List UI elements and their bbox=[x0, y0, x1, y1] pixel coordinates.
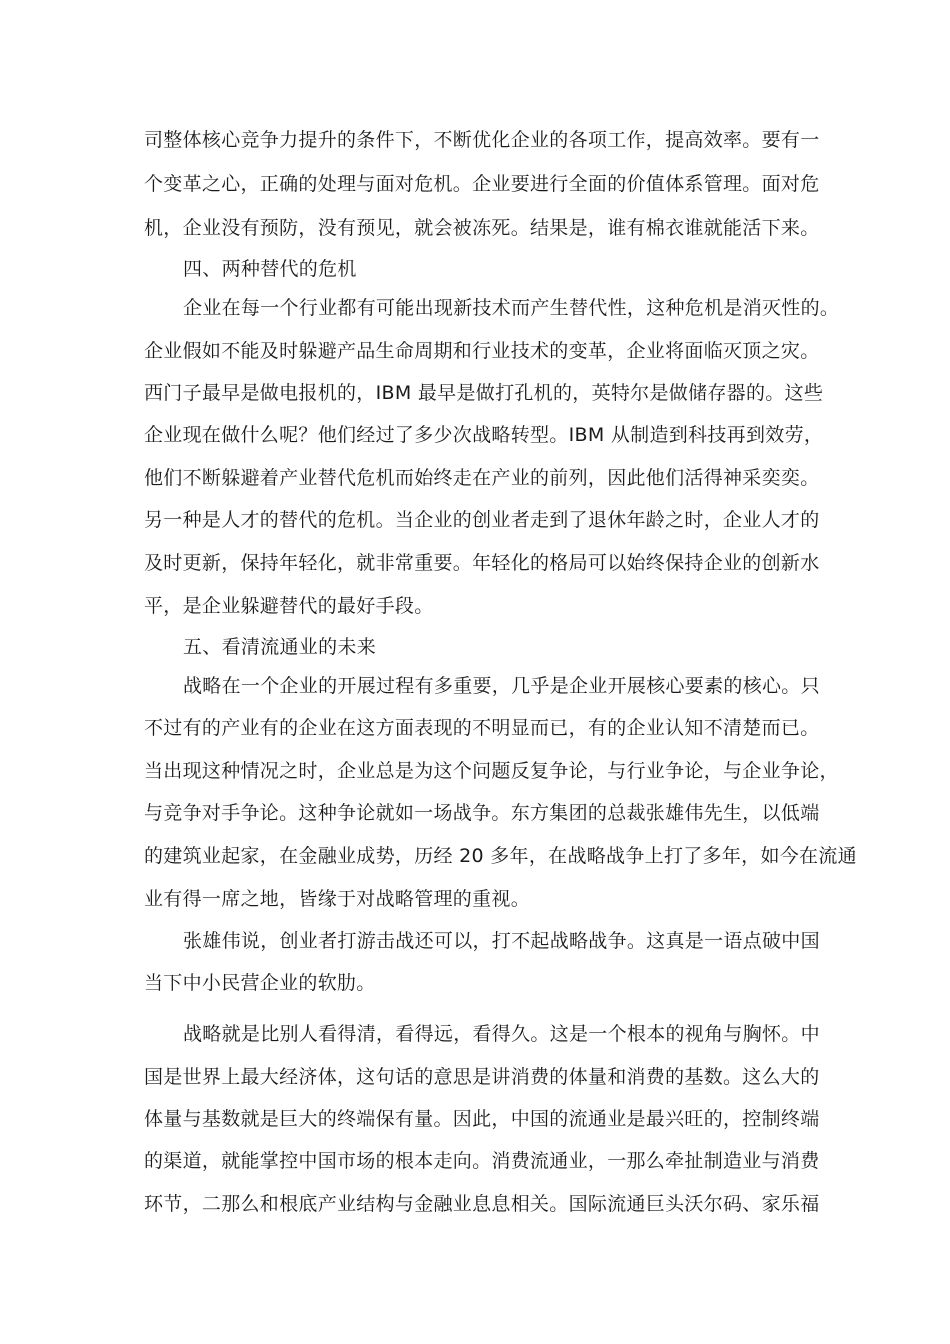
section-heading: 四、两种替代的危机 bbox=[183, 258, 357, 280]
text-line: 及时更新，保持年轻化，就非常重要。年轻化的格局可以始终保持企业的创新水 bbox=[144, 552, 820, 574]
text-line: 当出现这种情况之时，企业总是为这个问题反复争论，与行业争论，与企业争论， bbox=[144, 760, 839, 782]
text-line: 不过有的产业有的企业在这方面表现的不明显而已，有的企业认知不清楚而已。 bbox=[144, 717, 820, 739]
text-line: 机，企业没有预防，没有预见，就会被冻死。结果是，谁有棉衣谁就能活下来。 bbox=[144, 217, 820, 239]
text-line: 平，是企业躲避替代的最好手段。 bbox=[144, 595, 434, 617]
text-line: 与竞争对手争论。这种争论就如一场战争。东方集团的总裁张雄伟先生，以低端 bbox=[144, 802, 820, 824]
text-line: 战略就是比别人看得清，看得远，看得久。这是一个根本的视角与胸怀。中 bbox=[183, 1023, 820, 1045]
text-line: 司整体核心竞争力提升的条件下，不断优化企业的各项工作，提高效率。要有一 bbox=[144, 129, 820, 151]
text-line: 环节，二那么和根底产业结构与金融业息息相关。国际流通巨头沃尔码、家乐福 bbox=[144, 1193, 820, 1215]
text-line: 企业现在做什么呢？他们经过了多少次战略转型。IBM 从制造到科技再到效劳， bbox=[144, 424, 824, 446]
text-line: 他们不断躲避着产业替代危机而始终走在产业的前列，因此他们活得神采奕奕。 bbox=[144, 467, 820, 489]
text-line: 企业假如不能及时躲避产品生命周期和行业技术的变革，企业将面临灭顶之灾。 bbox=[144, 340, 820, 362]
text-line: 张雄伟说，创业者打游击战还可以，打不起战略战争。这真是一语点破中国 bbox=[183, 930, 820, 952]
text-line: 体量与基数就是巨大的终端保有量。因此，中国的流通业是最兴旺的，控制终端 bbox=[144, 1108, 820, 1130]
text-line: 的渠道，就能掌控中国市场的根本走向。消费流通业，一那么牵扯制造业与消费 bbox=[144, 1150, 820, 1172]
text-line: 西门子最早是做电报机的，IBM 最早是做打孔机的，英特尔是做储存器的。这些 bbox=[144, 382, 824, 404]
section-heading: 五、看清流通业的未来 bbox=[183, 636, 377, 658]
text-line: 业有得一席之地，皆缘于对战略管理的重视。 bbox=[144, 888, 531, 910]
text-line: 的建筑业起家，在金融业成势，历经 20 多年，在战略战争上打了多年，如今在流通 bbox=[144, 845, 857, 867]
text-line: 当下中小民营企业的软肋。 bbox=[144, 972, 376, 994]
text-line: 另一种是人才的替代的危机。当企业的创业者走到了退休年龄之时，企业人才的 bbox=[144, 509, 820, 531]
text-line: 国是世界上最大经济体，这句话的意思是讲消费的体量和消费的基数。这么大的 bbox=[144, 1066, 820, 1088]
text-line: 个变革之心，正确的处理与面对危机。企业要进行全面的价值体系管理。面对危 bbox=[144, 173, 820, 195]
text-line: 企业在每一个行业都有可能出现新技术而产生替代性，这种危机是消灭性的。 bbox=[183, 297, 840, 319]
text-line: 战略在一个企业的开展过程有多重要，几乎是企业开展核心要素的核心。只 bbox=[183, 675, 820, 697]
